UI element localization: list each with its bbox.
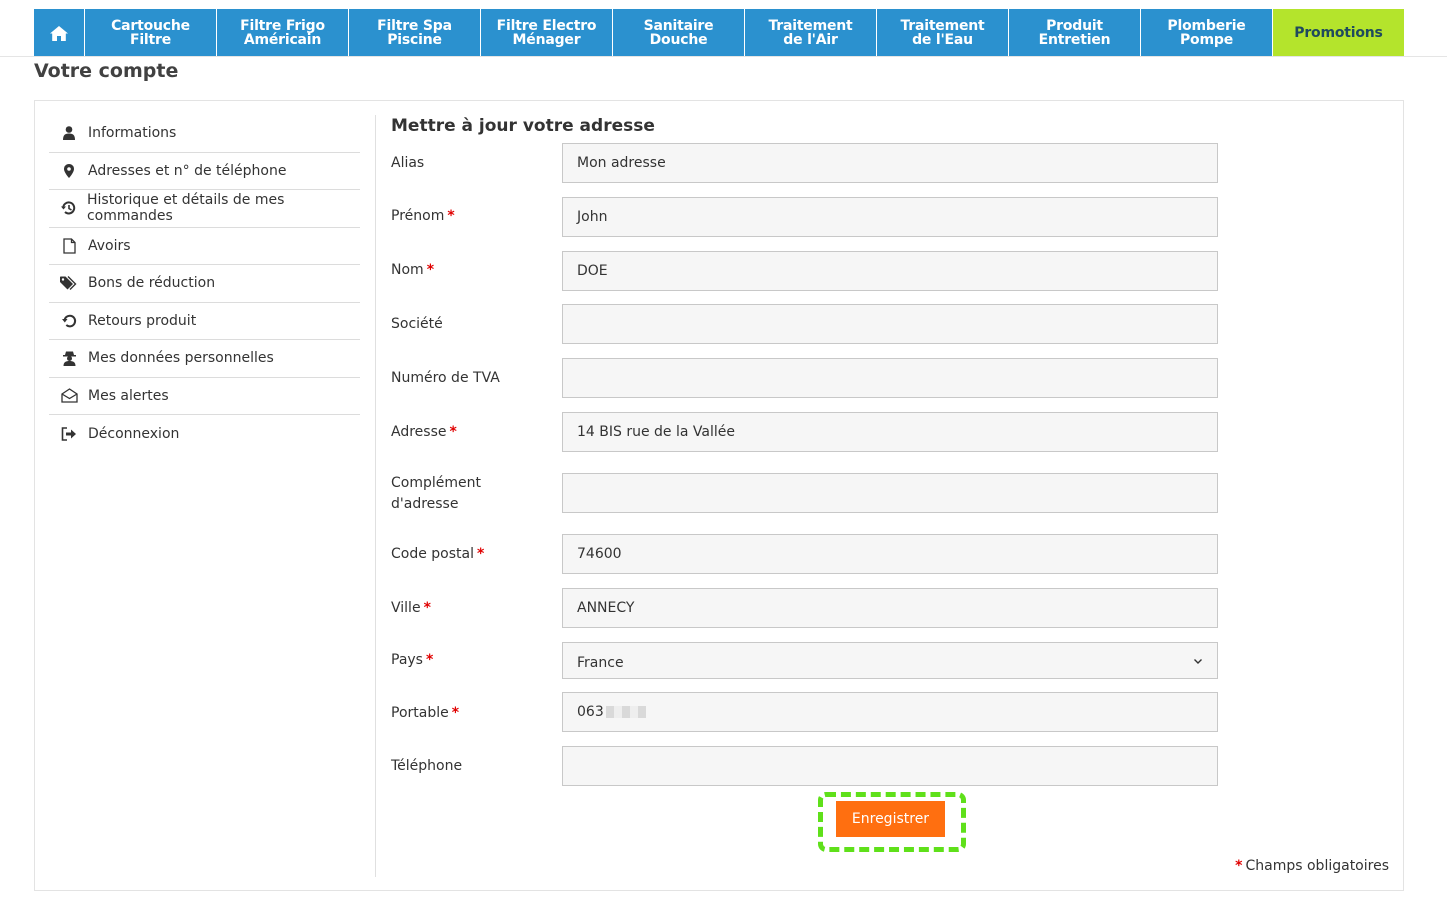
nav-item-filtre-electro[interactable]: Filtre Electro Ménager: [481, 9, 613, 57]
sidebar-item-label: Historique et détails de mes commandes: [86, 192, 285, 225]
sidebar-item-avoirs[interactable]: [49, 228, 360, 266]
sidebar-item-donnees-personnelles[interactable]: [49, 340, 360, 378]
column-divider: [375, 115, 376, 877]
history-icon: [59, 200, 78, 216]
main-navigation: [34, 9, 1404, 57]
societe-input[interactable]: [562, 304, 1218, 344]
sidebar-item-informations[interactable]: [49, 115, 360, 153]
nom-label: Nom *: [391, 262, 435, 278]
nav-item-filtre-frigo[interactable]: Filtre Frigo Américain: [217, 9, 349, 57]
required-fields-note: * Champs obligatoires: [1235, 858, 1389, 874]
tva-label: Numéro de TVA: [391, 370, 500, 386]
envelope-open-icon: [59, 388, 79, 404]
chevron-down-icon: [1193, 656, 1203, 666]
nav-item-plomberie[interactable]: Plomberie Pompe: [1141, 9, 1273, 57]
sidebar-item-label: Avoirs: [88, 237, 131, 254]
save-button[interactable]: Enregistrer: [836, 801, 945, 837]
sidebar-item-label: Retours produit: [88, 312, 197, 329]
form-title: Mettre à jour votre adresse: [391, 116, 655, 136]
redacted-digits: [606, 706, 646, 718]
sign-out-icon: [59, 426, 79, 442]
pays-label: Pays *: [391, 652, 434, 668]
portable-input[interactable]: 063: [562, 692, 1218, 732]
required-marker: *: [451, 705, 460, 721]
sidebar-item-label: Mes alertes: [88, 387, 169, 404]
prenom-input[interactable]: John: [562, 197, 1218, 237]
code-postal-input[interactable]: 74600: [562, 534, 1218, 574]
required-marker: *: [449, 424, 457, 440]
nav-item-traitement-eau[interactable]: Traitement de l'Eau: [877, 9, 1009, 57]
nav-item-cartouche-filtre[interactable]: Cartouche Filtre: [85, 9, 217, 57]
required-marker: *: [426, 262, 435, 278]
nav-divider: [0, 56, 1447, 57]
sidebar-item-deconnexion[interactable]: [49, 415, 360, 453]
sidebar-item-retours[interactable]: [49, 303, 360, 341]
sidebar-item-label: Bons de réduction: [88, 275, 216, 292]
sidebar-item-label: Déconnexion: [88, 425, 180, 442]
map-marker-icon: [59, 163, 79, 179]
portable-label: Portable *: [391, 705, 460, 721]
nav-item-traitement-air[interactable]: Traitement de l'Air: [745, 9, 877, 57]
nav-item-filtre-spa[interactable]: Filtre Spa Piscine: [349, 9, 481, 57]
user-secret-icon: [59, 350, 79, 366]
account-sidebar: [49, 115, 360, 453]
required-marker: *: [477, 546, 485, 562]
user-icon: [59, 125, 79, 141]
sidebar-item-adresses[interactable]: [49, 153, 360, 191]
alias-input[interactable]: Mon adresse: [562, 143, 1218, 183]
telephone-input[interactable]: [562, 746, 1218, 786]
adresse-label: Adresse *: [391, 424, 457, 440]
alias-label: Alias: [391, 155, 425, 171]
home-icon: [50, 26, 68, 41]
sidebar-item-alertes[interactable]: [49, 378, 360, 416]
ville-label: Ville *: [391, 600, 431, 616]
complement-label: Complément d'adresse: [391, 475, 481, 512]
adresse-input[interactable]: 14 BIS rue de la Vallée: [562, 412, 1218, 452]
complement-input[interactable]: [562, 473, 1218, 513]
telephone-label: Téléphone: [391, 758, 463, 774]
required-marker: *: [423, 600, 431, 616]
sidebar-item-historique[interactable]: [49, 190, 360, 228]
document-icon: [59, 238, 79, 254]
required-marker: *: [1235, 858, 1243, 874]
pays-select[interactable]: France: [562, 642, 1218, 679]
nav-item-promotions[interactable]: Promotions: [1273, 9, 1404, 57]
sidebar-item-label: Informations: [88, 125, 177, 142]
nom-input[interactable]: DOE: [562, 251, 1218, 291]
home-button[interactable]: [34, 9, 85, 57]
required-marker: *: [425, 652, 434, 668]
undo-icon: [59, 313, 79, 329]
required-marker: *: [447, 208, 455, 224]
sidebar-item-bons-reduction[interactable]: [49, 265, 360, 303]
nav-item-sanitaire[interactable]: Sanitaire Douche: [613, 9, 745, 57]
account-card: [34, 100, 1404, 891]
sidebar-item-label: Adresses et n° de téléphone: [88, 162, 287, 179]
code-postal-label: Code postal *: [391, 546, 485, 562]
prenom-label: Prénom *: [391, 208, 455, 224]
nav-item-produit-entretien[interactable]: Produit Entretien: [1009, 9, 1141, 57]
tva-input[interactable]: [562, 358, 1218, 398]
page-title: Votre compte: [34, 60, 179, 82]
societe-label: Société: [391, 316, 443, 332]
ville-input[interactable]: ANNECY: [562, 588, 1218, 628]
sidebar-item-label: Mes données personnelles: [88, 350, 274, 367]
tags-icon: [59, 275, 79, 291]
